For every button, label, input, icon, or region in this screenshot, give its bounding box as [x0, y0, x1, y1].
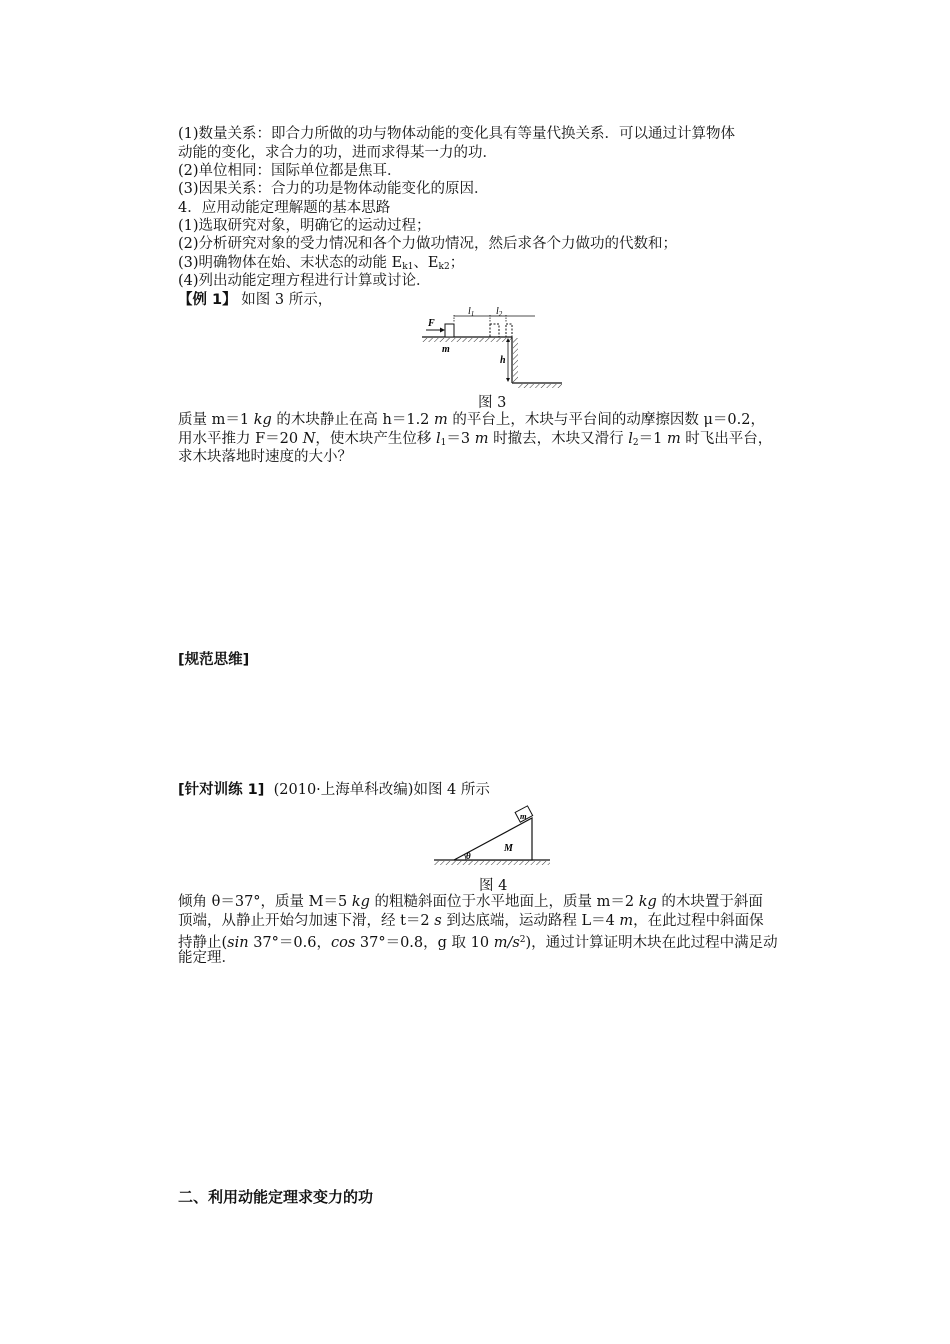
subscript: k2 — [438, 262, 450, 272]
variable: l — [628, 431, 633, 447]
label-F: F — [428, 318, 435, 329]
unit: s — [434, 913, 442, 929]
training-source: (2010·上海单科改编)如图 4 所示 — [273, 782, 490, 798]
text-span: 质量 m＝1 — [178, 412, 254, 428]
label-h: h — [500, 355, 506, 366]
label-m: m — [442, 344, 450, 355]
text-line — [178, 912, 764, 931]
text-line: (2)分析研究对象的受力情况和各个力做功情况，然后求各个力做功的代数和； — [178, 236, 678, 252]
label-l2: $l_2$ — [496, 306, 503, 318]
text-span: 的平台上，木块与平台间的动摩擦因数 μ＝0.2， — [447, 412, 765, 428]
unit: kg — [638, 894, 657, 910]
norm-thinking-heading: [规范思维] — [178, 652, 250, 668]
text-span: 37°＝0.8，g 取 10 — [355, 935, 494, 951]
text-span: ＝3 — [446, 431, 475, 447]
text-line — [178, 411, 765, 430]
text-span: 倾角 θ＝37°，质量 M＝5 — [178, 894, 352, 910]
text-span: 用水平推力 F＝20 — [178, 431, 303, 447]
figure-4-caption: 图 4 — [479, 878, 508, 894]
example-heading — [178, 291, 332, 310]
subscript: k1 — [402, 262, 414, 272]
training-label: [针对训练 1] — [178, 782, 265, 798]
figure-4-diagram — [432, 805, 552, 871]
label-M: M — [504, 843, 513, 854]
unit: m — [434, 412, 448, 428]
figure-3-diagram — [420, 305, 565, 393]
text-span: ，使木块产生位移 — [315, 431, 437, 447]
label-theta: θ — [466, 851, 471, 861]
label-l1: $l_1$ — [468, 306, 475, 318]
text-line: 4．应用动能定理解题的基本思路 — [178, 200, 391, 216]
text-span: 37°＝0.6， — [248, 935, 331, 951]
text-span: )，通过计算证明木块在此过程中满足动 — [525, 935, 778, 951]
function: cos — [330, 935, 356, 951]
unit: m — [474, 431, 489, 447]
text-span: 时飞出平台， — [680, 431, 773, 447]
unit: N — [302, 431, 316, 447]
text-span: 的粗糙斜面位于水平地面上，质量 m＝2 — [369, 894, 639, 910]
example-intro: 如图 3 所示， — [241, 292, 333, 308]
unit: m — [666, 431, 681, 447]
function: sin — [227, 935, 249, 951]
text-span: ； — [449, 255, 465, 271]
unit: m — [619, 913, 634, 929]
section-2-title: 二、利用动能定理求变力的功 — [178, 1188, 374, 1206]
example-label: 【例 1】 — [178, 292, 237, 308]
text-line: (2)单位相同：国际单位都是焦耳． — [178, 163, 402, 179]
text-line: (1)数量关系：即合力所做的功与物体动能的变化具有等量代换关系．可以通过计算物体 — [178, 126, 736, 142]
unit: m/s — [493, 935, 520, 951]
text-span: 的木块置于斜面 — [656, 894, 763, 910]
superscript: 2 — [519, 935, 526, 945]
text-line: 求木块落地时速度的大小？ — [178, 449, 352, 465]
unit: kg — [253, 412, 272, 428]
text-span: 的木块静止在高 h＝1.2 — [271, 412, 435, 428]
variable: l — [436, 431, 441, 447]
text-line: (1)选取研究对象，明确它的运动过程； — [178, 218, 431, 234]
unit: kg — [351, 894, 370, 910]
text-span: ＝1 — [638, 431, 667, 447]
text-line: 动能的变化，求合力的功，进而求得某一力的功． — [178, 145, 497, 161]
text-span: 时撤去，木块又滑行 — [488, 431, 629, 447]
label-m: m — [520, 811, 527, 821]
subscript: 1 — [440, 438, 447, 448]
text-span: 顶端，从静止开始匀加速下滑，经 t＝2 — [178, 913, 435, 929]
text-span: 、E — [413, 255, 439, 271]
training-heading — [178, 781, 490, 800]
text-span: 到达底端，运动路程 L＝4 — [441, 913, 620, 929]
text-line: (4)列出动能定理方程进行计算或讨论． — [178, 273, 431, 289]
text-line — [178, 931, 778, 953]
text-span: 持静止( — [178, 935, 228, 951]
subscript: 2 — [632, 438, 639, 448]
text-line: (3)因果关系：合力的功是物体动能变化的原因． — [178, 181, 489, 197]
figure-3-caption: 图 3 — [478, 395, 507, 411]
block-shape — [445, 324, 454, 337]
text-line — [178, 893, 763, 912]
text-span: ，在此过程中斜面保 — [633, 913, 764, 929]
text-span: (3)明确物体在始、末状态的动能 E — [178, 255, 403, 271]
text-line: 能定理． — [178, 950, 236, 966]
